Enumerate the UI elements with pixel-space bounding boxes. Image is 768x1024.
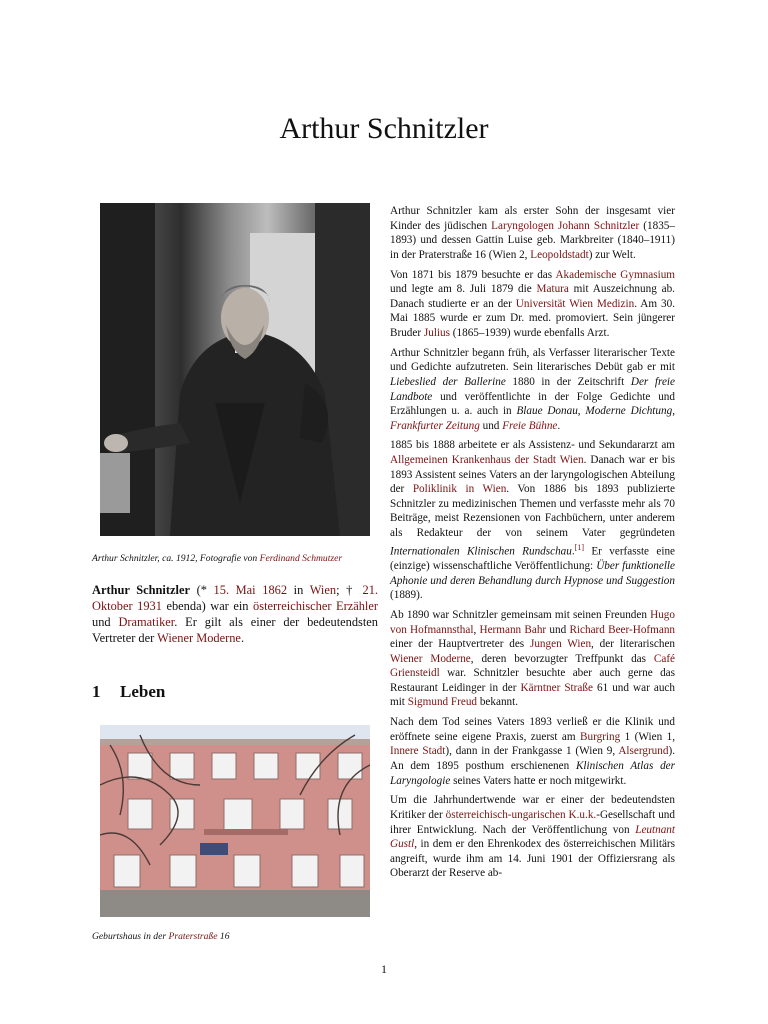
paragraph: Nach dem Tod seines Vaters 1893 verließ er die Klinik und eröffnete seine eigene Praxis, zuerst am Burgring 1 (Wien 1, Innere Stadt), dann in der Frankgasse 1 (Wien 9, Alsergrund). An dem 1895 posthum erschienenen Klinischen Atlas der Laryngologie seines Vaters hatte er noch mitgewirkt.	[390, 716, 675, 787]
emphasis: Blaue Donau	[516, 405, 578, 418]
page-title: Arthur Schnitzler	[279, 112, 489, 145]
lead-paragraph: Arthur Schnitzler (* 15. Mai 1862 in Wien; † 21. Oktober 1931 ebenda) war ein österreichischer Erzähler und Dramatiker. Er gilt als einer der bedeutendsten Vertreter der Wiener Moderne.	[92, 583, 378, 645]
wiki-link[interactable]: Leopoldstadt	[530, 248, 589, 261]
paragraph: Um die Jahrhundertwende war er einer der bedeutendsten Kritiker der österreichisch-ungarischen K.u.k.-Gesellschaft und ihrer Entwicklung. Nach der Veröffentlichung von Leutnant Gustl, in dem er den Ehrenkodex des österreichischen Militärs angreift, wurde ihm am 14. Juni 1901 der Offiziersrang als Oberarzt der Reserve ab-	[390, 794, 675, 880]
emphasis: Liebeslied der Ballerine	[390, 375, 506, 388]
bold-term: Arthur Schnitzler	[92, 583, 190, 597]
wiki-link[interactable]: Kärntner Straße	[520, 681, 593, 694]
paragraph: Arthur Schnitzler kam als erster Sohn der insgesamt vier Kinder des jüdischen Laryngologen Johann Schnitzler (1835–1893) und dessen Gattin Luise geb. Markbreiter (1840–1911) in der Praterstraße 16 (Wien 2, Leopoldstadt) zur Welt.	[390, 205, 675, 261]
wiki-link[interactable]: Universität Wien	[515, 297, 593, 310]
wiki-link[interactable]: Freie Bühne	[502, 419, 558, 432]
right-column	[390, 204, 675, 886]
wiki-link[interactable]: Dramatiker	[118, 615, 175, 629]
paragraph: 1885 bis 1888 arbeitete er als Assistenz- und Sekundararzt am Allgemeinen Krankenhaus der Stadt Wien. Danach war er bis 1893 Assistent seines Vaters an der laryngologischen Abteilung der Poliklinik in Wien. Von 1886 bis 1893 publizierte Schnitzler zu medizinischen Themen und verfasste mehr als 70 Beiträge, meist Rezensionen von Fachbüchern, unter anderem als Redakteur der von seinem Vater gegründeten Internationalen Klinischen Rundschau.[1] Er verfasste eine (einzige) wissenschaftliche Veröffentlichung: Über funktionelle Aphonie und deren Behandlung durch Hypnose und Suggestion (1889).	[390, 439, 675, 602]
wiki-link[interactable]: Innere Stadt	[390, 745, 446, 758]
portrait-photo-icon	[100, 203, 370, 536]
portrait-caption: Arthur Schnitzler, ca. 1912, Fotografie von Ferdinand Schmutzer	[92, 553, 343, 564]
wiki-link[interactable]: Sigmund Freud	[407, 696, 478, 709]
wiki-link[interactable]: Wiener Moderne	[157, 631, 241, 645]
wiki-link[interactable]: Matura	[536, 283, 569, 296]
section-title: Leben	[120, 682, 166, 701]
wiki-link[interactable]: Café Griensteidl	[390, 652, 676, 680]
wiki-link[interactable]: Wiener Moderne	[390, 652, 471, 665]
page-number: 1	[381, 962, 387, 976]
wiki-link[interactable]: Jungen Wien	[529, 638, 592, 651]
wiki-link[interactable]: Medizin	[596, 297, 635, 310]
building-photo-icon	[100, 725, 370, 917]
wiki-link[interactable]: Leutnant Gustl	[390, 823, 675, 851]
wiki-link[interactable]: Alsergrund	[618, 745, 669, 758]
wiki-link[interactable]: Allgemeinen Krankenhaus der Stadt Wien	[390, 454, 584, 467]
wiki-link[interactable]: Hermann Bahr	[479, 623, 547, 636]
paragraph: Ab 1890 war Schnitzler gemeinsam mit seinen Freunden Hugo von Hofmannsthal, Hermann Bahr und Richard Beer-Hofmann einer der Hauptvertreter des Jungen Wien, der literarischen Wiener Moderne, deren bevorzugter Treffpunkt das Café Griensteidl war. Schnitzler besuchte aber auch gerne das Restaurant Leidinger in der Kärntner Straße 61 und war auch mit Sigmund Freud bekannt.	[390, 608, 676, 709]
section-heading	[92, 682, 378, 702]
paragraph: Arthur Schnitzler begann früh, als Verfasser literarischer Texte und Gedichte aufzutreten. Sein literarisches Debüt gab er mit Liebeslied der Ballerine 1880 in der Zeitschrift Der freie Landbote und veröffentlichte in der Folge Gedichte und Erzählungen u. a. auch in Blaue Donau, Moderne Dichtung, Frankfurter Zeitung und Freie Bühne.	[390, 346, 676, 432]
paragraph: Von 1871 bis 1879 besuchte er das Akademische Gymnasium und legte am 8. Juli 1879 die Matura mit Auszeichnung ab. Danach studierte er an der Universität Wien Medizin. Am 30. Mai 1885 wurde er zum Dr. med. promoviert. Sein jüngerer Bruder Julius (1865–1939) wurde ebenfalls Arzt.	[390, 268, 675, 339]
wiki-link[interactable]: Hugo von Hofmannsthal	[390, 608, 675, 636]
wiki-link[interactable]: Ferdinand Schmutzer	[259, 553, 343, 564]
wiki-link[interactable]: Burgring	[580, 730, 621, 743]
portrait-illustration	[100, 203, 370, 536]
emphasis: Klinischen Atlas der Laryngologie	[390, 760, 675, 787]
wiki-link[interactable]: Julius	[423, 326, 450, 339]
left-column	[92, 203, 378, 943]
wiki-link[interactable]: Akademische Gymnasium	[555, 268, 675, 281]
wiki-link[interactable]: Johann Schnitzler	[558, 219, 640, 232]
section-number: 1	[92, 682, 101, 701]
wiki-link[interactable]: österreichisch-ungarischen K.u.k.	[445, 809, 597, 822]
wiki-link[interactable]: Frankfurter Zeitung	[390, 419, 480, 432]
wiki-link[interactable]: Poliklinik in Wien	[412, 483, 507, 496]
emphasis: Der freie Landbote	[390, 375, 676, 403]
emphasis: Moderne Dichtung	[585, 405, 673, 418]
house-caption: Geburtshaus in der Praterstraße 16	[92, 931, 230, 942]
wiki-link[interactable]: Richard Beer-Hofmann	[569, 623, 676, 636]
footnote-link[interactable]: [1]	[574, 542, 584, 552]
wiki-link[interactable]: Wien	[309, 583, 337, 597]
wiki-link[interactable]: Laryngologen	[491, 219, 554, 232]
wiki-link[interactable]: 21. Oktober 1931	[92, 583, 378, 613]
building-illustration	[100, 725, 370, 917]
emphasis: Internationalen Klinischen Rundschau	[390, 545, 572, 558]
emphasis: Über funktionelle Aphonie und deren Behandlung durch Hypnose und Suggestion	[390, 559, 675, 587]
wiki-link[interactable]: Praterstraße	[168, 931, 218, 942]
wiki-link[interactable]: 15. Mai 1862	[213, 583, 288, 597]
wiki-link[interactable]: österreichischer Erzähler	[253, 599, 378, 613]
